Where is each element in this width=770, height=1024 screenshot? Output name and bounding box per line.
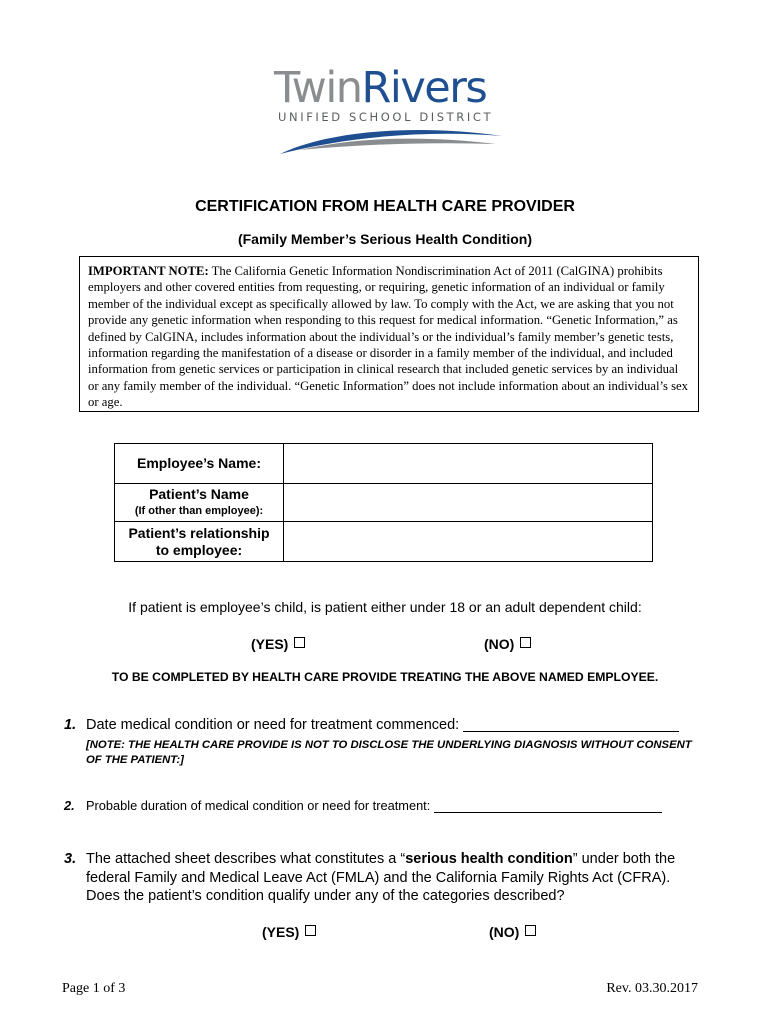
condition-start-date-field[interactable] [463,717,679,732]
relationship-label-cell [115,522,284,562]
question-1-text: Date medical condition or need for treatment commenced: [86,717,460,733]
condition-yes-checkbox[interactable] [305,925,316,936]
condition-yes-option [262,924,316,940]
logo-word-twin: Twin [274,63,362,113]
employee-name-label: Employee’s Name: [137,455,261,471]
patient-name-field[interactable] [284,484,653,522]
provider-instruction: TO BE COMPLETED BY HEALTH CARE PROVIDE TREATING THE ABOVE NAMED EMPLOYEE. [111,670,659,684]
form-subtitle: (Family Member’s Serious Health Condition) [237,231,533,247]
district-logo [270,64,506,156]
question-3-text [86,850,706,906]
patient-name-label-cell [115,484,284,522]
condition-no-checkbox[interactable] [525,925,536,936]
question-2-number: 2. [64,798,75,813]
employee-patient-table [114,443,653,562]
important-note-text: The California Genetic Information Nondiscrimination Act of 2011 (CalGINA) prohibits employers and other covered entities from requesting, or requiring, genetic information of an individual or family member of the individual except as specifically allowed by law. To comply with the Act, we are asking that you not provide any genetic information when responding to this request for medical information. “Genetic Information,” as defined by CalGINA, includes information about the individual’s or the individual’s family member’s genetic tests, information regarding the manifestation of a disease or disorder in a family member of the individual, and included information from genetic services or participation in clinical research that included genetic services by an individual or any family member of the individual. “Genetic Information” does not include information about an individual’s sex or age. [88,264,689,410]
patient-name-sublabel: (If other than employee): [134,504,264,517]
child-yes-option [251,636,305,652]
question-3-bold-term: serious health condition [405,851,573,867]
relationship-label-line2: to employee: [155,541,243,558]
child-no-checkbox[interactable] [520,637,531,648]
logo-word-rivers: Rivers [361,63,487,113]
child-question: If patient is employee’s child, is patient either under 18 or an adult dependent child: [128,599,642,615]
probable-duration-field[interactable] [434,798,662,813]
question-3-number: 3. [64,851,77,867]
important-note-box [79,256,699,412]
employee-name-label-cell [115,444,284,484]
relationship-field[interactable] [284,522,653,562]
question-2 [64,798,662,813]
logo-subtitle: UNIFIED SCHOOL DISTRICT [278,110,494,124]
logo-swoosh-icon [270,120,506,156]
question-2-text: Probable duration of medical condition or need for treatment: [86,798,431,813]
question-1-number: 1. [64,717,77,733]
relationship-label-line1: Patient’s relationship [128,524,270,541]
form-title: CERTIFICATION FROM HEALTH CARE PROVIDER [195,198,575,215]
question-1 [64,717,679,733]
condition-no-option [489,924,536,940]
logo-wordmark [274,64,486,112]
condition-no-label: (NO) [489,924,520,940]
revision-date: Rev. 03.30.2017 [606,981,698,996]
child-yes-checkbox[interactable] [294,637,305,648]
question-3-text-after: ” under both the federal Family and Medical Leave Act (FMLA) and the California Family Rights Act (CFRA). Does the patient’s condition qualify under any of the categories described? [86,851,676,904]
question-3-text-before: The attached sheet describes what constitutes a “ [86,851,406,867]
condition-yes-label: (YES) [262,924,300,940]
employee-name-field[interactable] [284,444,653,484]
important-note-label: IMPORTANT NOTE: [88,264,209,278]
child-yes-label: (YES) [251,636,289,652]
child-no-option [484,636,531,652]
question-3 [64,850,714,906]
child-no-label: (NO) [484,636,515,652]
patient-name-label: Patient’s Name [149,485,249,502]
page-number: Page 1 of 3 [62,981,126,996]
question-1-note: [NOTE: THE HEALTH CARE PROVIDE IS NOT TO DISCLOSE THE UNDERLYING DIAGNOSIS WITHOUT CONSENT OF THE PATIENT:] [86,739,692,766]
